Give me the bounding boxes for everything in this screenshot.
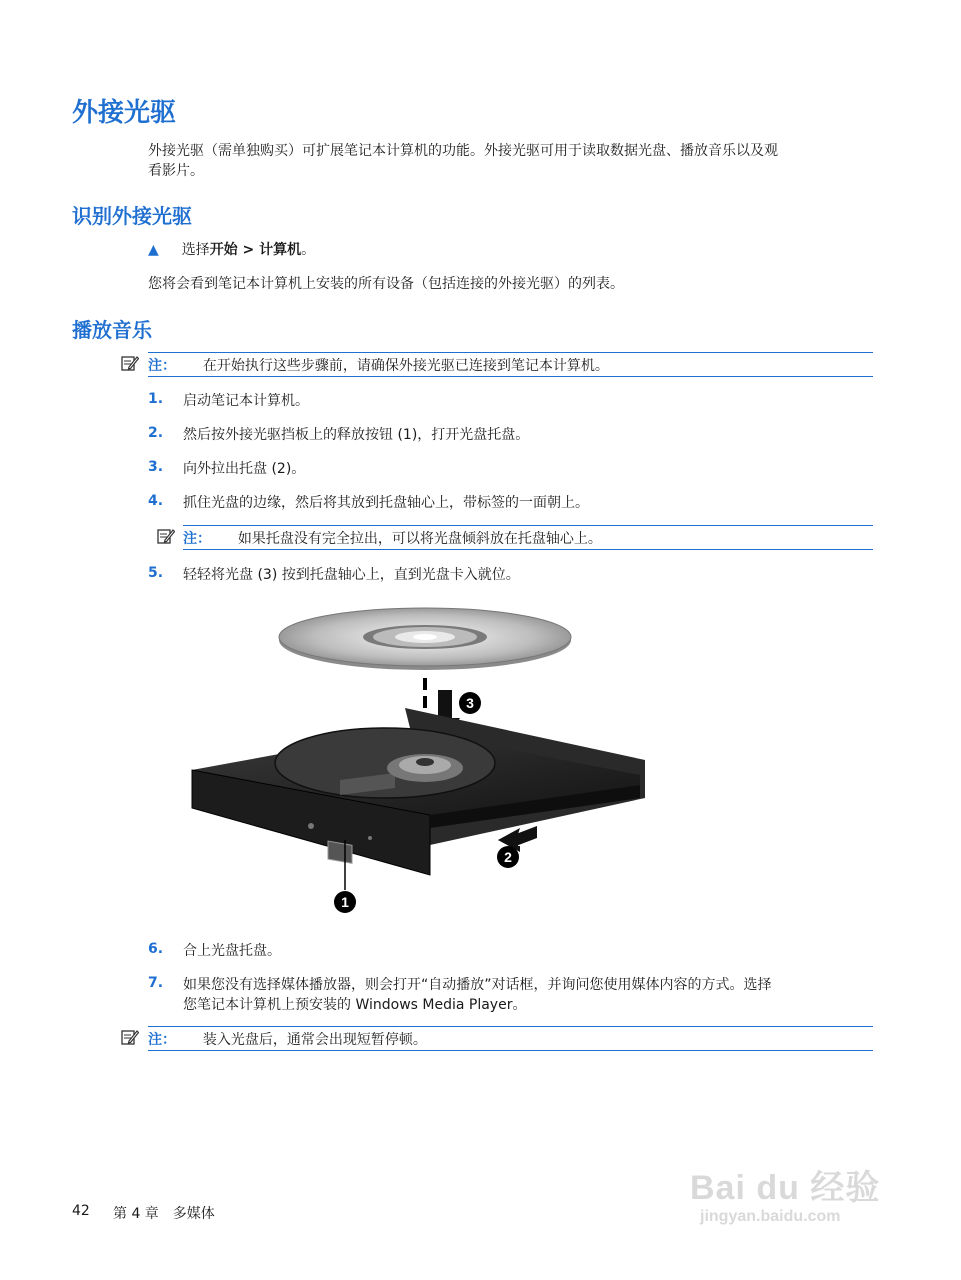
release-button <box>328 841 352 863</box>
step-7-number: 7. <box>148 975 164 991</box>
step-1-number: 1. <box>148 391 164 407</box>
note-3-text: 装入光盘后，通常会出现短暂停顿。 <box>202 1032 427 1048</box>
note-2-label: 注： <box>183 531 211 547</box>
drive-tray <box>192 708 645 875</box>
intro-line-1: 外接光驱（需单独购买）可扩展笔记本计算机的功能。外接光驱可用于读取数据光盘、播放音乐以及观 <box>148 143 778 159</box>
page-number: 42 <box>72 1203 90 1219</box>
callout-3-label: 3 <box>466 695 474 711</box>
callout-2 <box>497 846 519 868</box>
callout-1-label: 1 <box>341 894 349 910</box>
note-pencil-icon <box>157 527 175 545</box>
note-pencil-icon <box>121 1028 139 1046</box>
step-6-number: 6. <box>148 941 164 957</box>
callout-2-label: 2 <box>504 849 512 865</box>
play-title: 播放音乐 <box>72 318 152 342</box>
note-2-text: 如果托盘没有完全拉出，可以将光盘倾斜放在托盘轴心上。 <box>237 531 602 547</box>
identify-step <box>148 240 315 260</box>
callout-1 <box>334 891 356 913</box>
section-title: 外接光驱 <box>72 98 177 128</box>
baidu-watermark-url: jingyan.baidu.com <box>700 1208 841 1225</box>
baidu-watermark-logo: Bai du 经验 <box>690 1169 881 1207</box>
step-7-text-line2: 您笔记本计算机上预安装的 Windows Media Player。 <box>183 997 527 1013</box>
step-1-text: 启动笔记本计算机。 <box>183 393 309 409</box>
step-7-text: 如果您没有选择媒体播放器，则会打开“自动播放”对话框，并询问您使用媒体内容的方式。选择 <box>183 977 772 993</box>
identify-step-bold: 开始 > 计算机 <box>209 242 302 258</box>
chapter-label: 第 4 章 多媒体 <box>113 1206 215 1222</box>
identify-step-prefix: 选择 <box>181 242 210 258</box>
note-3-label: 注： <box>148 1032 176 1048</box>
step-6-text: 合上光盘托盘。 <box>183 943 281 959</box>
note-1-label: 注： <box>148 358 176 374</box>
step-4-number: 4. <box>148 493 164 509</box>
identify-title: 识别外接光驱 <box>72 204 192 228</box>
triangle-icon: ▲ <box>148 242 159 258</box>
identify-step-suffix: 。 <box>301 242 316 258</box>
identify-result: 您将会看到笔记本计算机上安装的所有设备（包括连接的外接光驱）的列表。 <box>148 276 624 292</box>
step-2-number: 2. <box>148 425 164 441</box>
step-3-number: 3. <box>148 459 164 475</box>
disc <box>279 608 571 670</box>
step-2-text: 然后按外接光驱挡板上的释放按钮 (1)，打开光盘托盘。 <box>183 427 530 443</box>
step-3-text: 向外拉出托盘 (2)。 <box>183 461 306 477</box>
optical-drive-figure <box>180 600 660 920</box>
callout-3 <box>459 692 481 714</box>
note-pencil-icon <box>121 354 139 372</box>
note-1-text: 在开始执行这些步骤前，请确保外接光驱已连接到笔记本计算机。 <box>202 358 609 374</box>
intro-line-2: 看影片。 <box>148 163 204 179</box>
step-5-number: 5. <box>148 565 164 581</box>
step-5-text: 轻轻将光盘 (3) 按到托盘轴心上，直到光盘卡入就位。 <box>183 567 520 583</box>
step-4-text: 抓住光盘的边缘，然后将其放到托盘轴心上，带标签的一面朝上。 <box>183 495 589 511</box>
